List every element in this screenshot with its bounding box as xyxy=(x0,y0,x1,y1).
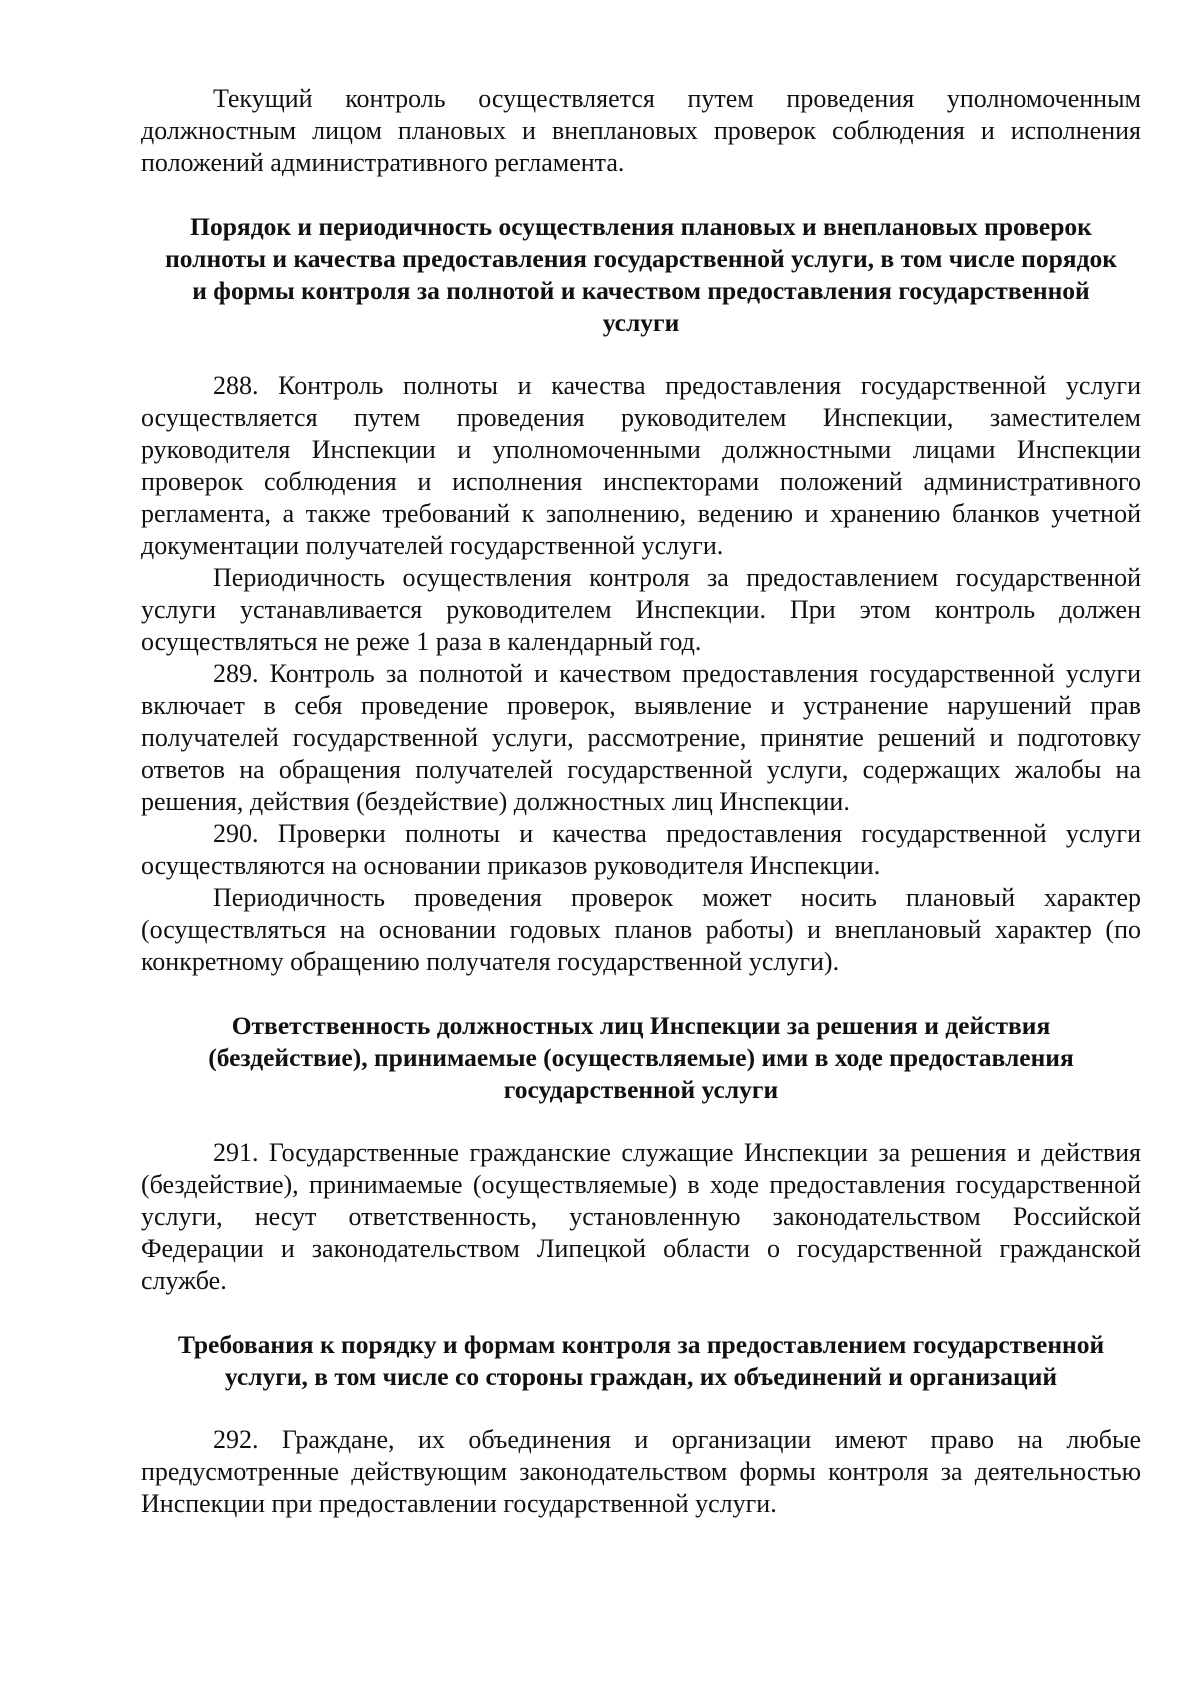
paragraph-290: 290. Проверки полноты и качества предоставления государственной услуги осуществляются на основании приказов руководителя Инспекции. xyxy=(141,819,1141,880)
paragraph-291: 291. Государственные гражданские служащие Инспекции за решения и действия (бездействие), принимаемые (осуществляемые) в ходе предоставления государственной услуги, несут ответственность, установленную законодательством Российской Федерации и законодательством Липецкой области о государственной гражданской службе. xyxy=(141,1138,1141,1295)
paragraph-289: 289. Контроль за полнотой и качеством предоставления государственной услуги включает в себя проведение проверок, выявление и устранение нарушений прав получателей государственной услуги, рассмотрение, принятие решений и подготовку ответов на обращения получателей государственной услуги, содержащих жалобы на решения, действия (бездействие) должностных лиц Инспекции. xyxy=(141,659,1141,816)
document-body xyxy=(141,83,1141,1520)
paragraph-288: 288. Контроль полноты и качества предоставления государственной услуги осуществляется путем проведения руководителем Инспекции, заместителем руководителя Инспекции и уполномоченными должностными лицами Инспекции проверок соблюдения и исполнения инспекторами положений административного регламента, а также требований к заполнению, ведению и хранению бланков учетной документации получателей государственной услуги. xyxy=(141,371,1141,560)
section-heading-inspection-periodicity: Порядок и периодичность осуществления плановых и внеплановых проверок полноты и качества предоставления государственной услуги, в том числе порядок и формы контроля за полнотой и качеством предоставления государственной услуги xyxy=(165,212,1117,337)
paragraph-inspection-character: Периодичность проведения проверок может носить плановый характер (осуществляться на основании годовых планов работы) и внеплановый характер (по конкретному обращению получателя государственной услуги). xyxy=(141,883,1141,976)
section-heading-official-responsibility: Ответственность должностных лиц Инспекции за решения и действия (бездействие), принимаемые (осуществляемые) ими в ходе предоставления государственной услуги xyxy=(208,1011,1074,1104)
intro-paragraph: Текущий контроль осуществляется путем проведения уполномоченным должностным лицом плановых и внеплановых проверок соблюдения и исполнения положений административного регламента. xyxy=(141,84,1141,177)
paragraph-292: 292. Граждане, их объединения и организации имеют право на любые предусмотренные действующим законодательством формы контроля за деятельностью Инспекции при предоставлении государственной услуги. xyxy=(141,1425,1141,1518)
paragraph-control-periodicity: Периодичность осуществления контроля за предоставлением государственной услуги устанавливается руководителем Инспекции. При этом контроль должен осуществляться не реже 1 раза в календарный год. xyxy=(141,563,1141,656)
section-heading-control-requirements: Требования к порядку и формам контроля за предоставлением государственной услуги, в том числе со стороны граждан, их объединений и организаций xyxy=(177,1330,1105,1391)
